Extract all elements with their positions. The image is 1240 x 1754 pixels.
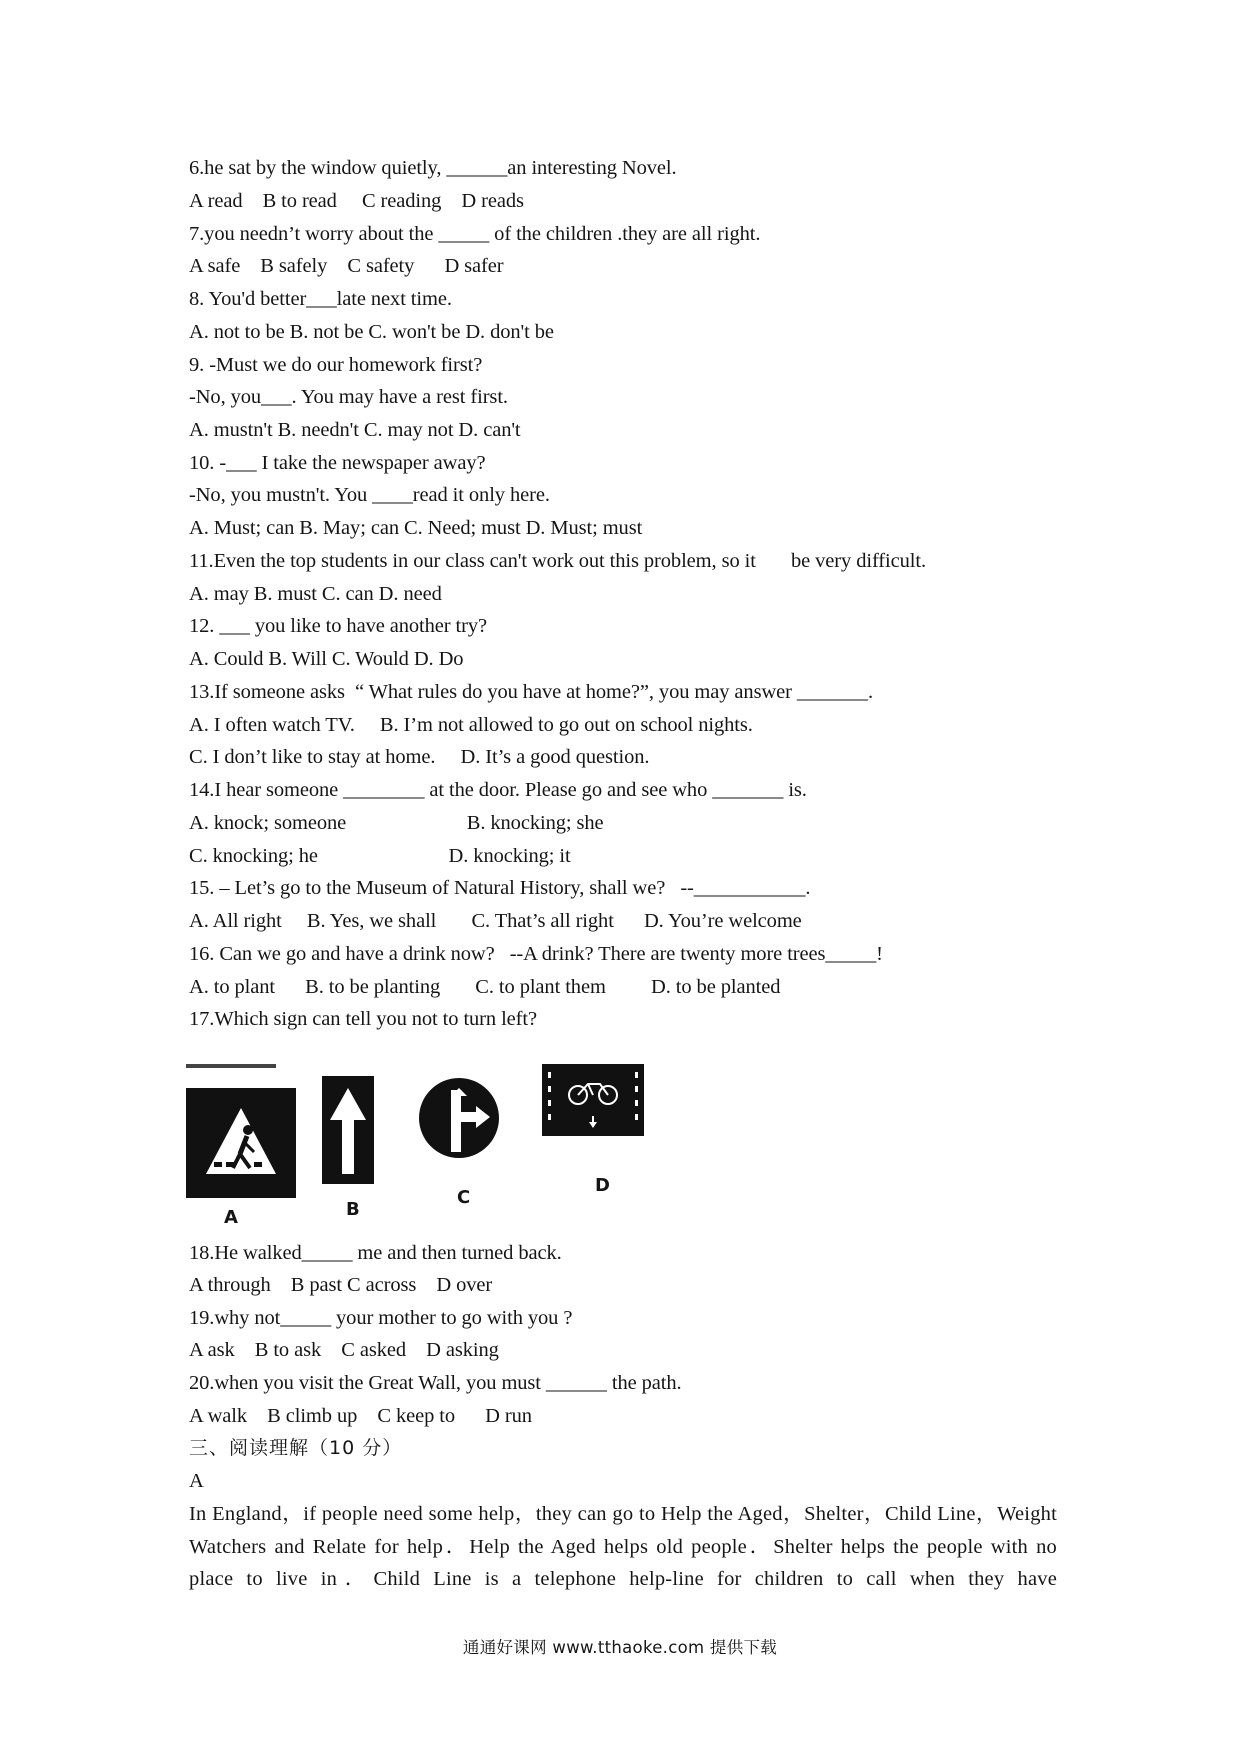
options-7: A safe B safely C safety D safer: [189, 255, 504, 277]
options-19: A ask B to ask C asked D asking: [189, 1339, 499, 1361]
question-17: 17.Which sign can tell you not to turn left?: [189, 1008, 538, 1030]
sign-label-c: C: [457, 1187, 471, 1208]
section-heading: 三、阅读理解（10 分）: [189, 1437, 403, 1459]
traffic-signs-figure: [186, 1064, 731, 1228]
sign-b-straight-arrow-icon: [322, 1076, 374, 1184]
sign-label-b: B: [346, 1199, 360, 1220]
question-20: 20.when you visit the Great Wall, you must ______ the path.: [189, 1372, 682, 1394]
question-16: 16. Can we go and have a drink now? --A drink? There are twenty more trees_____!: [189, 943, 883, 965]
options-6: A read B to read C reading D reads: [189, 190, 524, 212]
passage-label: A: [189, 1470, 204, 1492]
question-7: 7.you needn’t worry about the _____ of the children .they are all right.: [189, 223, 761, 245]
options-12: A. Could B. Will C. Would D. Do: [189, 648, 464, 670]
options-11: A. may B. must C. can D. need: [189, 583, 442, 605]
passage-line-3: place to live in．Child Line is a telephone help-line for children to call when they have: [189, 1568, 1057, 1590]
options-14-cd: C. knocking; he D. knocking; it: [189, 845, 571, 867]
sign-d-bicycle-lane-icon: [542, 1064, 644, 1136]
sign-c-straight-or-right-icon: [419, 1078, 499, 1158]
page-footer: 通通好课网 www.tthaoke.com 提供下载: [462, 1638, 778, 1657]
question-9-reply: -No, you___. You may have a rest first.: [189, 386, 508, 408]
question-10-reply: -No, you mustn't. You ____read it only here.: [189, 484, 550, 506]
question-15: 15. – Let’s go to the Museum of Natural History, shall we? --___________.: [189, 877, 811, 899]
options-10: A. Must; can B. May; can C. Need; must D. Must; must: [189, 517, 643, 539]
options-9: A. mustn't B. needn't C. may not D. can't: [189, 419, 521, 441]
question-10: 10. -___ I take the newspaper away?: [189, 452, 486, 474]
question-19: 19.why not_____ your mother to go with you ?: [189, 1307, 573, 1329]
question-18: 18.He walked_____ me and then turned back.: [189, 1242, 562, 1264]
question-12: 12. ___ you like to have another try?: [189, 615, 488, 637]
options-15: A. All right B. Yes, we shall C. That’s all right D. You’re welcome: [189, 910, 802, 932]
sign-label-a: A: [224, 1207, 238, 1228]
passage-line-2: Watchers and Relate for help．Help the Aged helps old people．Shelter helps the people with no: [189, 1536, 1057, 1558]
question-11: 11.Even the top students in our class can't work out this problem, so it be very difficult.: [189, 550, 926, 572]
options-14-ab: A. knock; someone B. knocking; she: [189, 812, 604, 834]
question-6: 6.he sat by the window quietly, ______an interesting Novel.: [189, 157, 677, 179]
question-13: 13.If someone asks “ What rules do you have at home?”, you may answer _______.: [189, 681, 873, 703]
question-8: 8. You'd better___late next time.: [189, 288, 452, 310]
options-18: A through B past C across D over: [189, 1274, 493, 1296]
options-13-cd: C. I don’t like to stay at home. D. It’s a good question.: [189, 746, 650, 768]
question-9: 9. -Must we do our homework first?: [189, 354, 483, 376]
options-8: A. not to be B. not be C. won't be D. don't be: [189, 321, 554, 343]
options-20: A walk B climb up C keep to D run: [189, 1405, 532, 1427]
sign-label-d: D: [595, 1175, 610, 1196]
options-13-ab: A. I often watch TV. B. I’m not allowed to go out on school nights.: [189, 714, 753, 736]
question-14: 14.I hear someone ________ at the door. Please go and see who _______ is.: [189, 779, 807, 801]
options-16: A. to plant B. to be planting C. to plant them D. to be planted: [189, 976, 781, 998]
passage-line-1: In England，if people need some help，they can go to Help the Aged，Shelter，Child Line，Weight: [189, 1503, 1057, 1525]
